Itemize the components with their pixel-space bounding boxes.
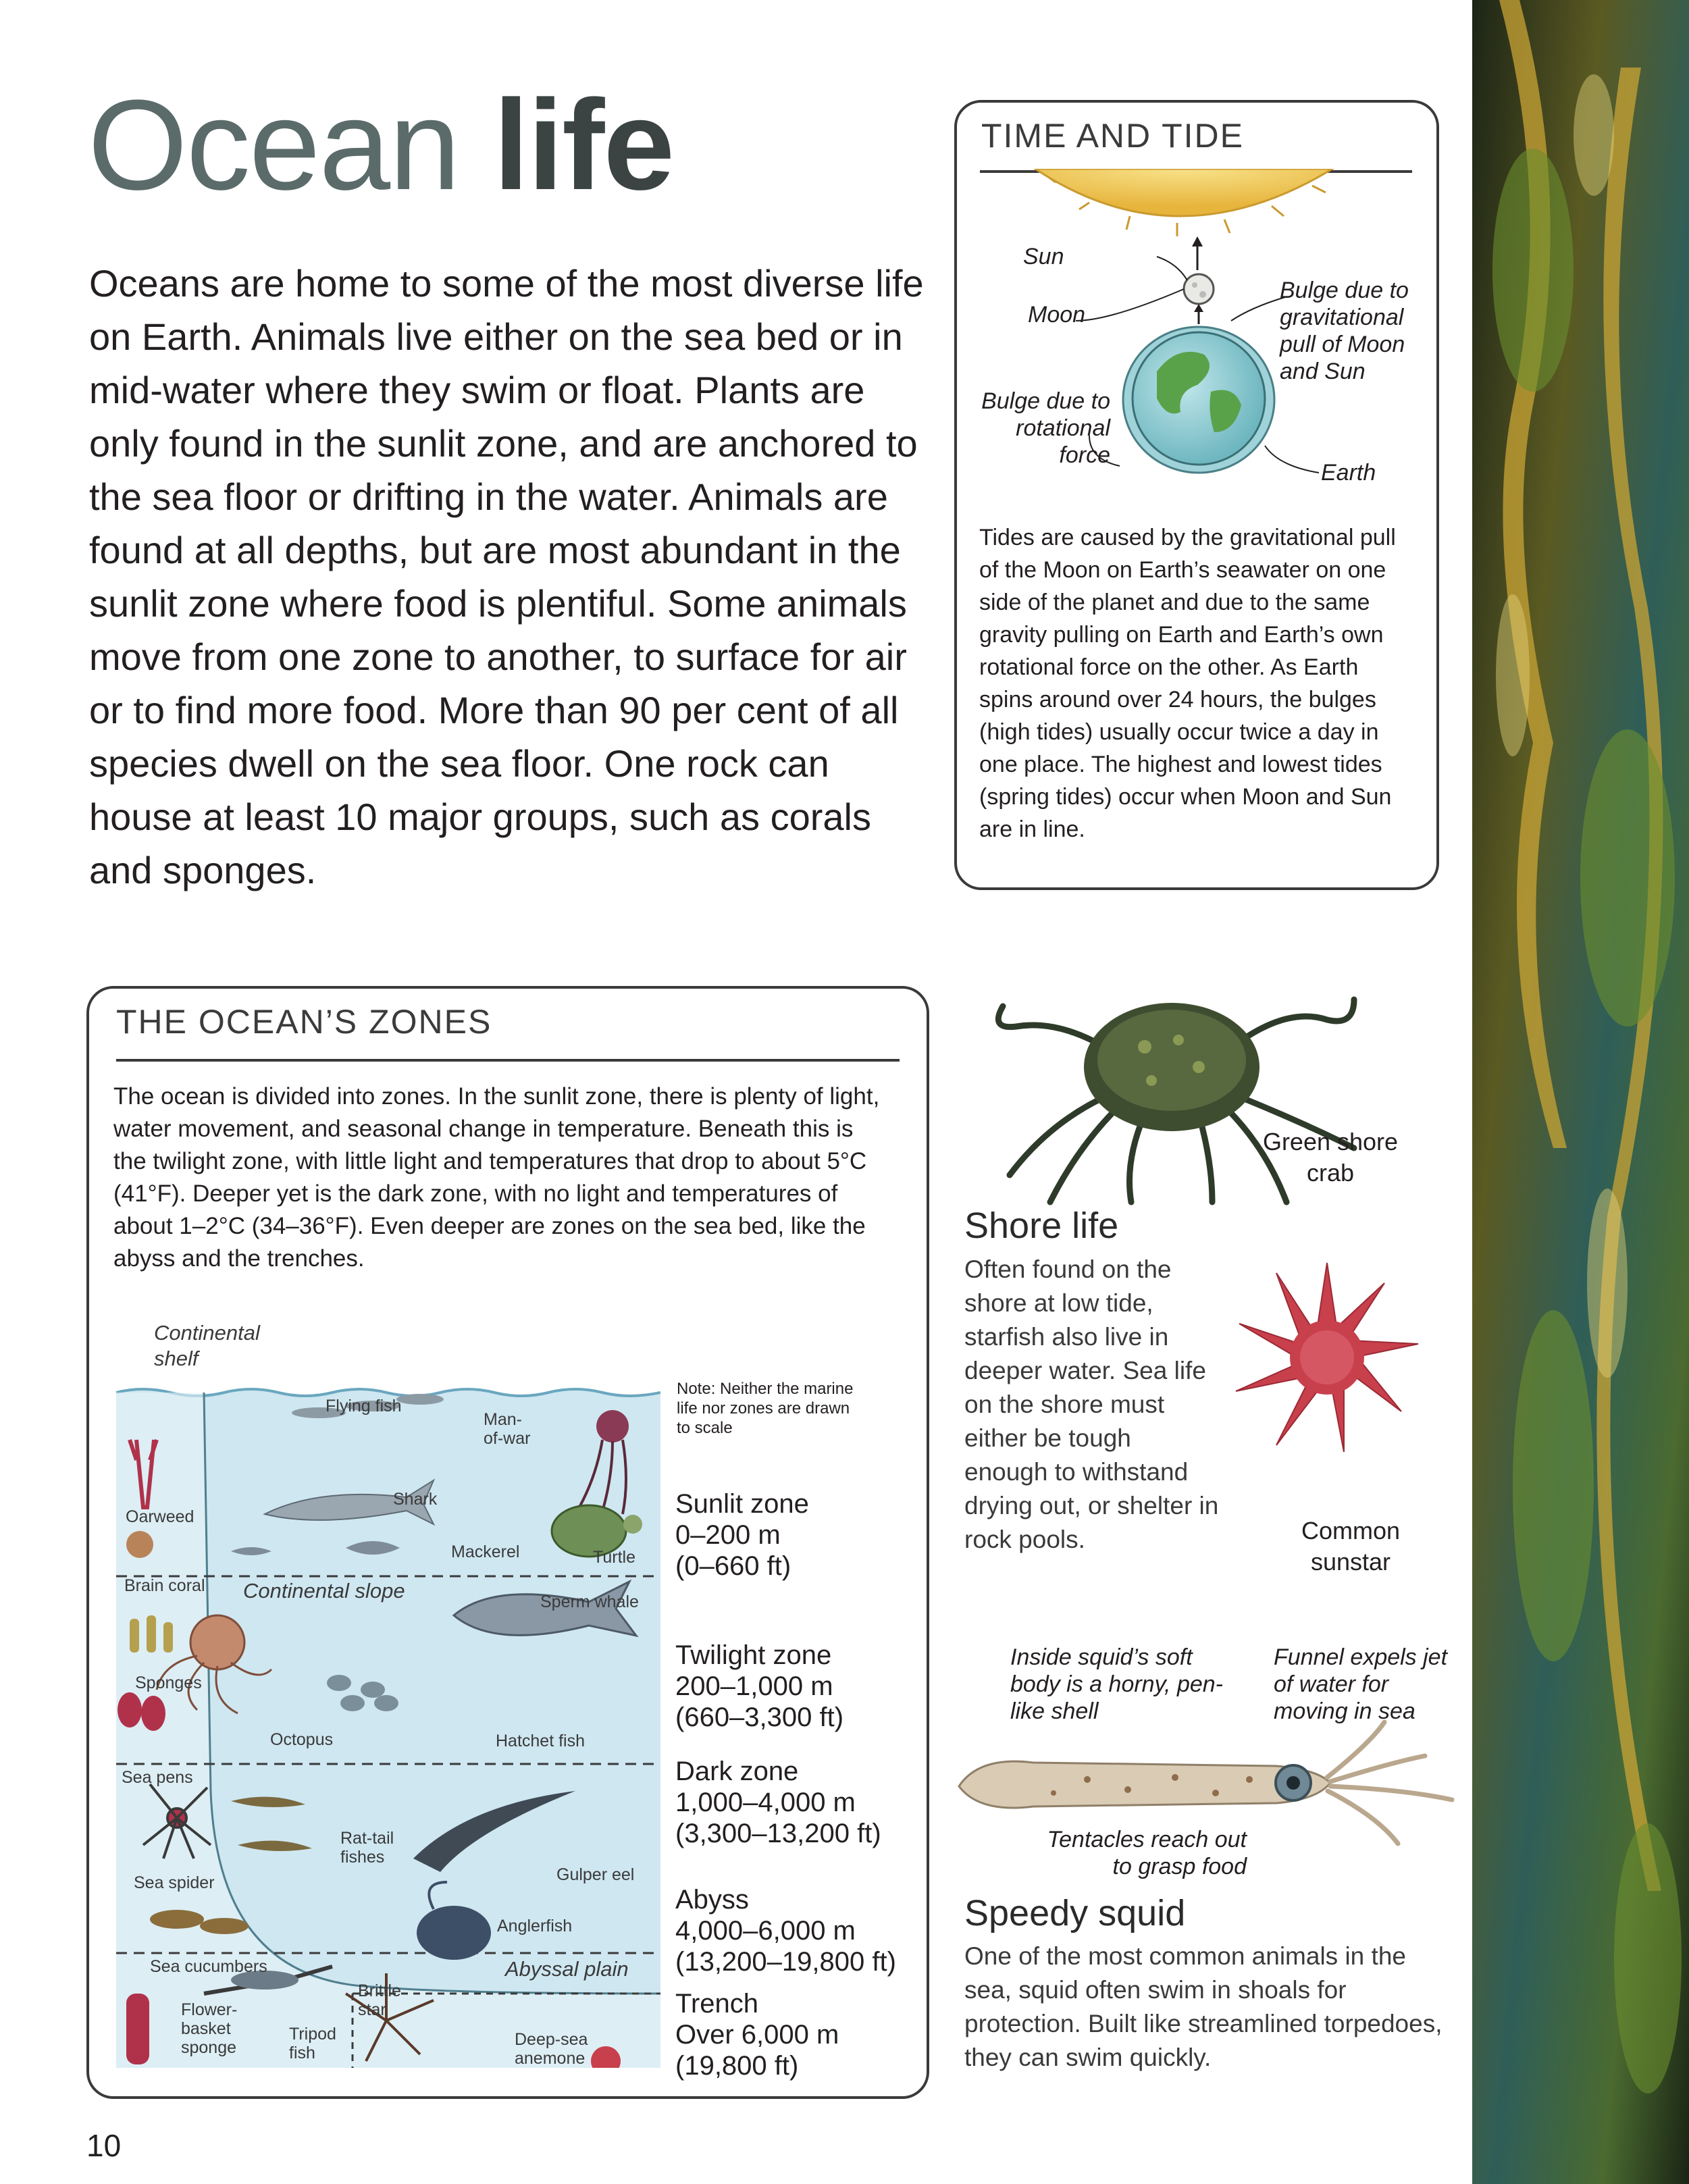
zone-sunlit (675, 1488, 918, 1582)
zone-depth-ft: (19,800 ft) (675, 2051, 799, 2081)
brittle-star-label: Brittle star (358, 1981, 401, 2019)
zones-paragraph: The ocean is divided into zones. In the sunlit zone, there is plenty of light, water movement, and seasonal change in temperature. Beneath this is the twilight zone, with little light and temperatures that drop to about 5°C (41°F). Deeper yet is the dark zone, with no light and temperatures of about 1–2°C (34–36°F). Even deeper are zones on the sea bed, like the abyss and the trenches. (113, 1083, 880, 1272)
flying-fish-label: Flying fish (326, 1397, 402, 1415)
zone-dark (675, 1756, 918, 1849)
sea-pens-label: Sea pens (122, 1768, 193, 1787)
zone-depth: 1,000–4,000 m (675, 1788, 856, 1817)
common-sunstar-image (1229, 1256, 1425, 1459)
earth-label: Earth (1321, 460, 1376, 486)
zone-depth-ft: (660–3,300 ft) (675, 1702, 844, 1732)
continental-shelf-label: Continental shelf (154, 1321, 260, 1370)
zone-depth-ft: (0–660 ft) (675, 1551, 791, 1581)
sponges-label: Sponges (135, 1673, 202, 1692)
earth-icon (1123, 327, 1274, 473)
sun-label: Sun (1023, 244, 1064, 269)
zone-depth-ft: (3,300–13,200 ft) (675, 1819, 881, 1848)
zone-depth: 4,000–6,000 m (675, 1916, 856, 1946)
tide-paragraph: Tides are caused by the gravitational pull of the Moon on Earth’s seawater on one side of the planet and due to the same gravity pulling on Earth and Earth’s own rotational force on the other. As Earth spins around over 24 hours, the bulges (high tides) usually occur twice a day in one place. The highest and lowest tides (spring tides) occur when Moon and Sun are in line. (979, 525, 1396, 842)
continental-slope-label: Continental slope (243, 1579, 405, 1603)
zone-name: Trench (675, 1989, 759, 2019)
title-bold: life (493, 74, 674, 217)
sea-spider-label: Sea spider (134, 1873, 215, 1892)
zone-depth: 200–1,000 m (675, 1671, 833, 1701)
zone-name: Dark zone (675, 1757, 799, 1786)
abyssal-plain-label: Abyssal plain (505, 1957, 629, 1981)
zone-depth-ft: (13,200–19,800 ft) (675, 1947, 896, 1977)
turtle-label: Turtle (593, 1548, 635, 1567)
hatchet-fish-label: Hatchet fish (496, 1732, 586, 1750)
shore-life-text: Often found on the shore at low tide, starfish also live in deeper water. Sea life on the shore must either be tough enough to withstand drying out, or shelter in rock pools. (964, 1255, 1219, 1553)
moon-icon (1184, 274, 1214, 304)
sun-icon (1035, 169, 1332, 236)
crab-caption: Green shore crab (1262, 1128, 1399, 1187)
intro-paragraph: Oceans are home to some of the most diverse life on Earth. Animals live either on the sea bed or in mid-water where they swim or float. Plants are only found in the sunlit zone, and are anchored to the sea floor or drifting in the water. Animals are found at all depths, but are most abundant in the sunlit zone where food is plentiful. Some animals move from one zone to another, to surface for air or to find more food. More than 90 per cent of all species dwell on the sea floor. One rock can house at least 10 major groups, such as corals and sponges. (89, 262, 924, 891)
page-number: 10 (86, 2128, 122, 2163)
zone-abyss (675, 1884, 918, 1977)
tripod-fish-label: Tripod fish (289, 2025, 336, 2062)
sperm-whale-label: Sperm whale (540, 1592, 639, 1611)
flower-basket-label: Flower-basket sponge (181, 2000, 238, 2057)
rat-tail-label: Rat-tail fishes (340, 1829, 394, 1867)
zone-trench (675, 1988, 918, 2081)
bulge-gravity-label: Bulge due to gravitational pull of Moon and Sun (1280, 278, 1409, 384)
tide-box-title: TIME AND TIDE (981, 117, 1245, 155)
page-title (88, 74, 674, 217)
zones-box-title: THE OCEAN’S ZONES (116, 1003, 492, 1041)
squid-tentacles-label: Tentacles reach out to grasp food (1047, 1827, 1247, 1879)
zone-name: Abyss (675, 1885, 749, 1915)
zone-depth: Over 6,000 m (675, 2020, 839, 2050)
zones-box-rule (116, 1059, 900, 1062)
gulper-eel-label: Gulper eel (556, 1865, 635, 1884)
shore-life-heading: Shore life (964, 1205, 1119, 1246)
zone-depth: 0–200 m (675, 1520, 781, 1550)
shark-label: Shark (393, 1490, 438, 1509)
squid-shell-label: Inside squid’s soft body is a horny, pen-like shell (1010, 1644, 1223, 1724)
speedy-squid-heading: Speedy squid (964, 1893, 1186, 1933)
zone-name: Sunlit zone (675, 1489, 809, 1519)
title-light: Ocean (88, 74, 494, 217)
scale-note: Note: Neither the marine life nor zones are drawn to scale (677, 1380, 854, 1437)
sunstar-caption: Common sunstar (1301, 1517, 1401, 1576)
speedy-squid-text: One of the most common animals in the sea, squid often swim in shoals for protection. Built like streamlined torpedoes, they can swim quickly. (964, 1942, 1443, 2071)
squid-funnel-label: Funnel expels jet of water for moving in sea (1274, 1644, 1448, 1724)
bulge-rotation-label: Bulge due to rotational force (981, 388, 1110, 468)
anemone-label: Deep-sea anemone (515, 2030, 588, 2068)
zone-name: Twilight zone (675, 1640, 832, 1670)
brain-coral-label: Brain coral (124, 1576, 205, 1595)
moon-label: Moon (1028, 302, 1086, 328)
mackerel-label: Mackerel (451, 1542, 520, 1561)
man-of-war-label: Man-of-war (484, 1410, 531, 1448)
sea-cucumbers-label: Sea cucumbers (150, 1957, 267, 1976)
anglerfish-label: Anglerfish (497, 1917, 573, 1935)
zone-twilight (675, 1640, 918, 1733)
oarweed-label: Oarweed (126, 1507, 194, 1526)
kelp-forest-photo (1472, 0, 1689, 2184)
octopus-label: Octopus (270, 1730, 334, 1749)
